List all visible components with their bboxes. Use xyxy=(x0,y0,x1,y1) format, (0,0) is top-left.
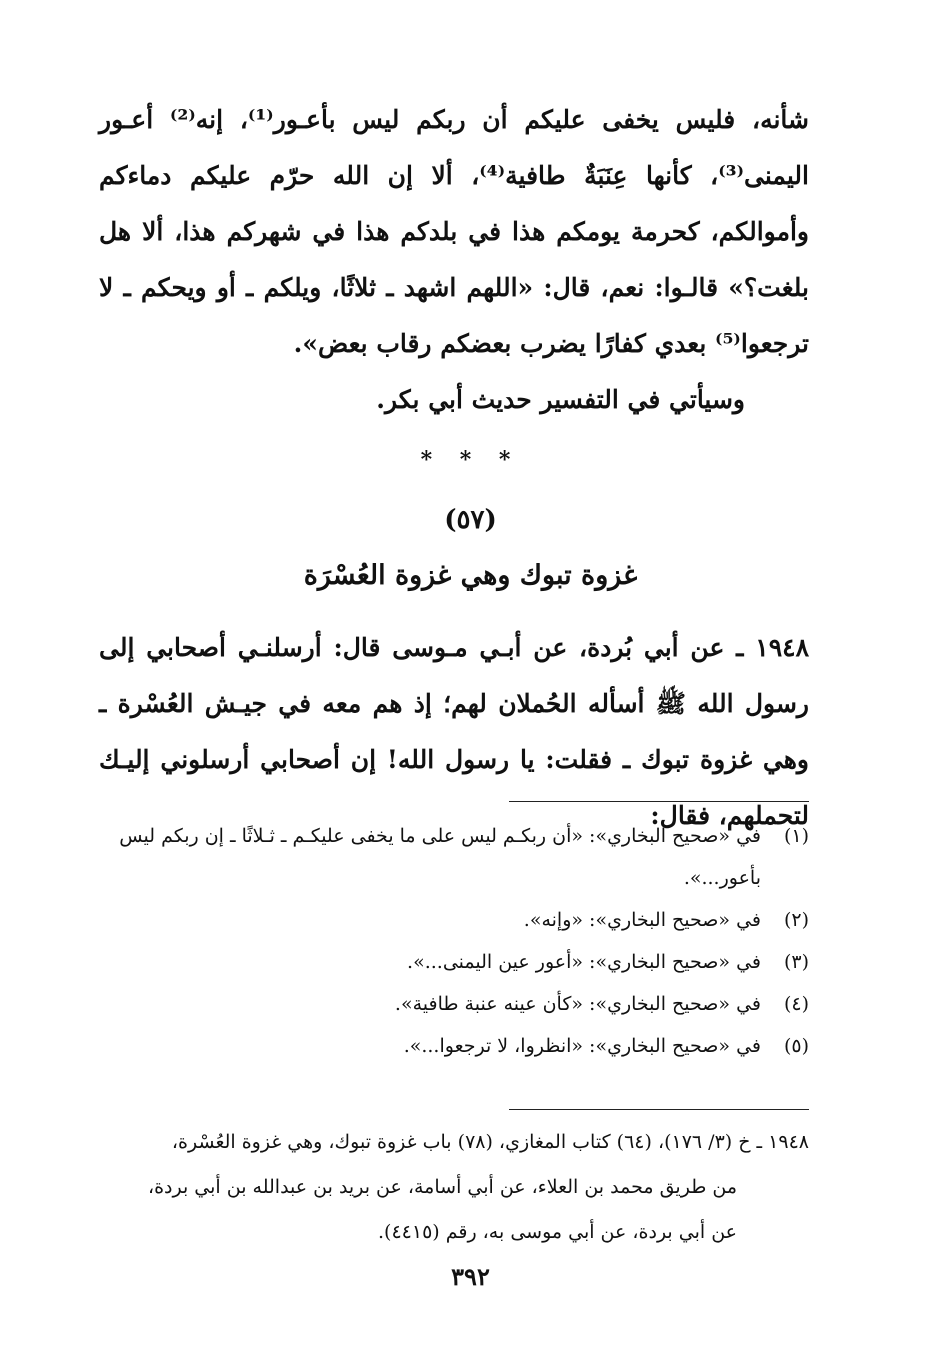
section-title: غزوة تبوك وهي غزوة العُسْرَة xyxy=(303,560,638,591)
footnote-item xyxy=(99,899,809,941)
footnote-number: (١) xyxy=(783,825,809,847)
hadith-paragraph: ١٩٤٨ ـ عن أبي بُردة، عن أبـي مـوسى قال: أرسلنـي أصحابي إلى رسول الله ﷺ أسأله الحُملان لهم؛ إذ هم معه في جيـش العُسْرة ـ وهي غزوة تبوك ـ فقلت: يا رسول الله! إن أصحابي أرسلوني إليـك لتحملهم، فقال: xyxy=(99,633,809,830)
main-paragraph: شأنه، فليس يخفى عليكم أن ربكم ليس بأعـور⁽¹⁾، إنه⁽²⁾ أعـور اليمنى⁽³⁾، كأنها عِنَبَةٌ طافية⁽⁴⁾، ألا إن الله حرّم عليكم دماءكم وأموالكم، كحرمة يومكم هذا في بلدكم هذا في شهركم هذا، ألا هل بلغت؟» قالـوا: نعم، قال: «اللهم اشهد ـ ثلاثًا، ويلكم ـ أو ويحكم ـ لا ترجعوا⁽⁵⁾ بعدي كفارًا يضرب بعضكم رقاب بعض». xyxy=(99,105,809,358)
footnote-number: (٥) xyxy=(783,1035,809,1057)
footnote-divider xyxy=(509,801,809,802)
footnote-number: (٤) xyxy=(783,993,809,1015)
source-divider xyxy=(509,1109,809,1110)
section-separator: * * * xyxy=(420,447,521,473)
main-paragraph: وسيأتي في التفسير حديث أبي بكر. xyxy=(376,385,745,414)
page-number: ٣٩٢ xyxy=(451,1262,490,1291)
footnote-text: في «صحيح البخاري»: «أن ربكـم ليس على ما يخفى عليكـم ـ ثـلاثًا ـ إن ربكم ليس بأعور...». xyxy=(119,825,761,889)
footnote-item xyxy=(99,1025,809,1067)
footnote-number: (٣) xyxy=(783,951,809,973)
source-line: من طريق محمد بن العلاء، عن أبي أسامة، عن بريد بن عبدالله بن أبي بردة، xyxy=(147,1176,737,1198)
footnote-item xyxy=(99,815,809,899)
footnote-text: في «صحيح البخاري»: «انظروا، لا ترجعوا...». xyxy=(403,1035,761,1057)
footnote-text: في «صحيح البخاري»: «وإنه». xyxy=(523,909,761,931)
footnotes xyxy=(99,815,809,1067)
source-note xyxy=(99,1120,809,1255)
hadith-text xyxy=(99,620,809,844)
main-text xyxy=(99,92,809,428)
footnote-item xyxy=(99,983,809,1025)
footnote-item xyxy=(99,941,809,983)
footnote-number: (٢) xyxy=(783,909,809,931)
section-number: (٥٧) xyxy=(444,505,497,535)
source-line: ١٩٤٨ ـ خ (٣/ ١٧٦)، (٦٤) كتاب المغازي، (٧٨) باب غزوة تبوك، وهي غزوة العُسْرة، xyxy=(171,1131,809,1153)
footnote-text: في «صحيح البخاري»: «أعور عين اليمنى...». xyxy=(407,951,761,973)
source-line: عن أبي بردة، عن أبي موسى به، رقم (٤٤١٥). xyxy=(378,1221,737,1243)
footnote-text: في «صحيح البخاري»: «كأن عينه عنبة طافية». xyxy=(394,993,761,1015)
